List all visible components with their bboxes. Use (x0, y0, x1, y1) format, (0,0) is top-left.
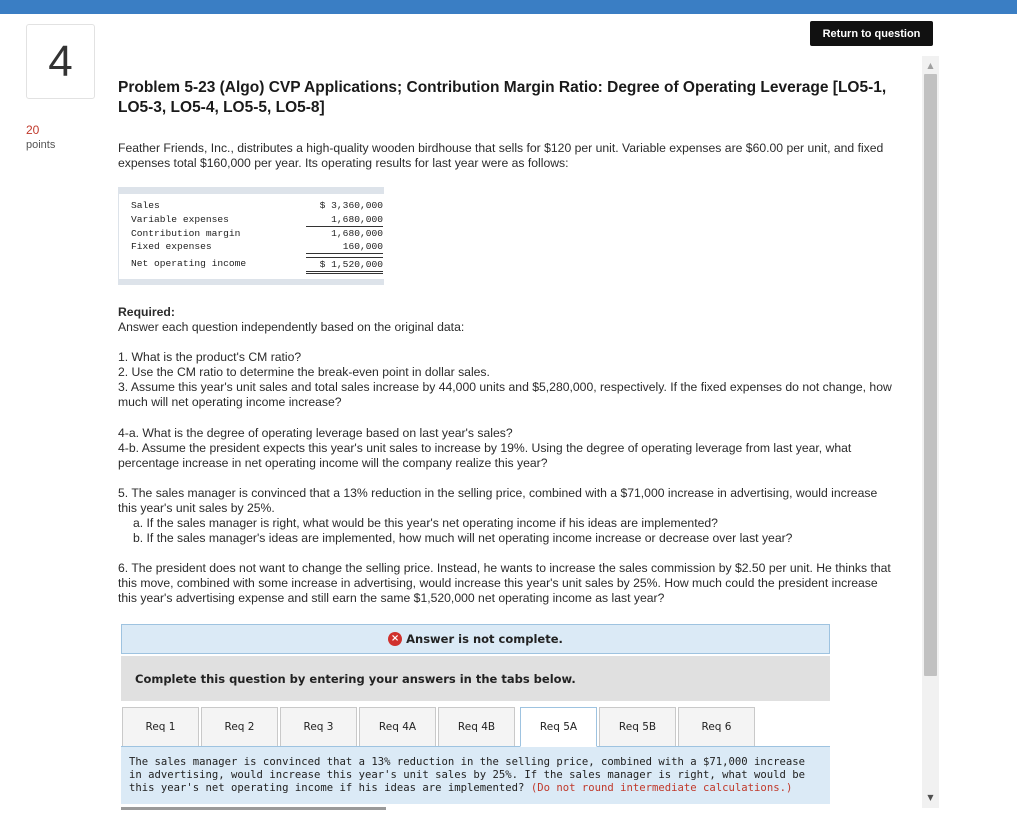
tab-req-1[interactable]: Req 1 (122, 707, 199, 746)
requirement-tabs (121, 707, 830, 747)
scroll-down-arrow-icon[interactable]: ▼ (927, 792, 934, 802)
tab-req-3[interactable]: Req 3 (280, 707, 357, 746)
tab-instruction: Complete this question by entering your answers in the tabs below. (121, 655, 830, 701)
problem-intro: Feather Friends, Inc., distributes a high-quality wooden birdhouse that sells for $120 per unit. Variable expenses are $60.00 per unit, and fixed expenses total $160,000 per year. Its operating results for last year were as follows: (118, 141, 884, 170)
tab-req-5a[interactable]: Req 5A (520, 707, 597, 747)
tab-req-5b[interactable]: Req 5B (599, 707, 676, 746)
points-label: points (26, 139, 56, 151)
row-value: 1,680,000 (306, 213, 383, 227)
table-row (131, 213, 383, 226)
required-subheading: Answer each question independently based on the original data: (118, 320, 465, 334)
answer-status-banner (121, 624, 830, 654)
income-statement-table (118, 187, 384, 285)
question-5: 5. The sales manager is convinced that a 13% reduction in the selling price, combined with a $71,000 increase in advertising, would increase this year's unit sales by 25%. (118, 486, 878, 515)
question-3: 3. Assume this year's unit sales and total sales increase by 44,000 units and $5,280,000, respectively. If the fixed expenses do not change, how much will net operating income increase? (118, 380, 892, 409)
answer-table-edge (121, 807, 386, 810)
points-value: 20 (26, 123, 40, 137)
question-number: 4 (26, 24, 95, 99)
question-4a: 4-a. What is the degree of operating leverage based on last year's sales? (118, 426, 513, 440)
top-bar (0, 0, 1017, 14)
return-to-question-button[interactable]: Return to question (810, 21, 933, 46)
tab-req-2[interactable]: Req 2 (201, 707, 278, 746)
question-6: 6. The president does not want to change the selling price. Instead, he wants to increase the sales commission by $2.50 per unit. He thinks that this move, combined with some increase in advertising, would increase this year's unit sales by 25%. How much could the president increase this year's advertising expense and still earn the same $1,520,000 net operating income as last year? (118, 561, 891, 605)
question-2: 2. Use the CM ratio to determine the break-even point in dollar sales. (118, 365, 490, 379)
table-row (131, 199, 383, 212)
table-row (131, 240, 383, 253)
row-value: 160,000 (306, 240, 383, 254)
scroll-up-arrow-icon[interactable]: ▲ (927, 60, 934, 70)
table-row (131, 227, 383, 240)
row-label: Net operating income (131, 258, 247, 269)
row-label: Variable expenses (131, 214, 229, 225)
table-row (131, 257, 383, 270)
error-x-icon: × (388, 632, 402, 646)
answer-status-text: Answer is not complete. (406, 632, 563, 646)
row-value: 1,680,000 (331, 228, 383, 239)
tab-req-4b[interactable]: Req 4B (438, 707, 515, 746)
problem-title: Problem 5-23 (Algo) CVP Applications; Contribution Margin Ratio: Degree of Operating Leverage [LO5-1, LO5-3, LO5-4, LO5-5, LO5-8] (118, 79, 887, 116)
row-value: $ 1,520,000 (306, 257, 383, 274)
vertical-scrollbar[interactable] (922, 56, 939, 808)
tab-req-4a[interactable]: Req 4A (359, 707, 436, 746)
required-heading: Required: (118, 305, 175, 319)
tab-content-note: (Do not round intermediate calculations.) (530, 782, 793, 794)
row-value: $ 3,360,000 (319, 200, 383, 211)
question-1: 1. What is the product's CM ratio? (118, 350, 302, 364)
row-label: Sales (131, 200, 160, 211)
row-label: Fixed expenses (131, 241, 212, 252)
tab-content-text: The sales manager is convinced that a 13% reduction in the selling price, combined with a $71,000 increase in advertising, would increase this year's unit sales by 25%. If the sales manager is right, what would be this year's net operating income if his ideas are implemented? (129, 756, 806, 794)
row-label: Contribution margin (131, 228, 241, 239)
question-5a: a. If the sales manager is right, what would be this year's net operating income if his ideas are implemented? (133, 516, 718, 530)
tab-content (121, 747, 830, 804)
tab-req-6[interactable]: Req 6 (678, 707, 755, 746)
question-5b: b. If the sales manager's ideas are implemented, how much will net operating income increase or decrease over last year? (133, 531, 793, 545)
scroll-thumb[interactable] (924, 74, 937, 676)
question-4b: 4-b. Assume the president expects this year's unit sales to increase by 19%. Using the degree of operating leverage from last year, what percentage increase in net operating income will the company realize this year? (118, 441, 852, 470)
